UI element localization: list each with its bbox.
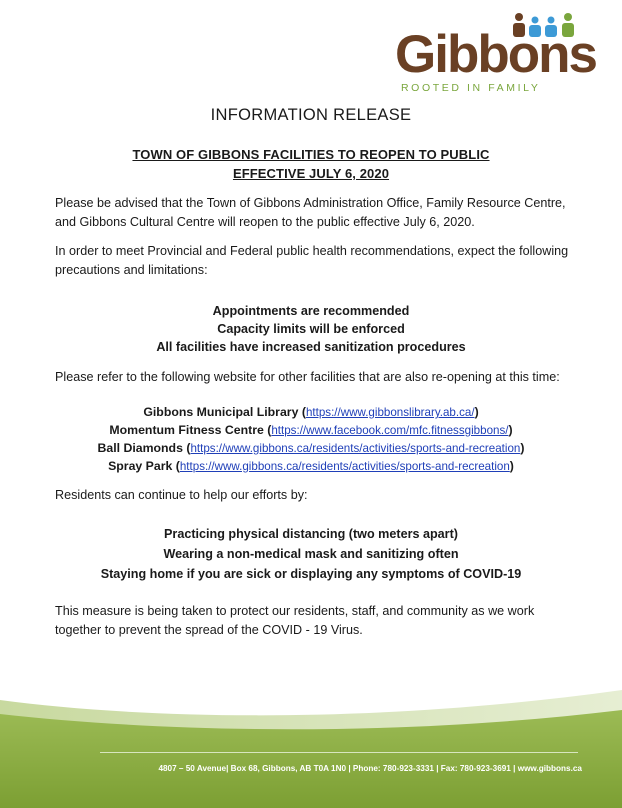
facility-name: Spray Park	[108, 459, 173, 473]
effort-item: Staying home if you are sick or displaying any symptoms of COVID-19	[100, 567, 522, 581]
effort-item: Practicing physical distancing (two meters apart)	[164, 527, 458, 541]
paragraph-reopen: Please be advised that the Town of Gibbons Administration Office, Family Resource Centre, and Gibbons Cultural Centre will reopen to the public effective July 6, 2020.	[55, 196, 566, 229]
facility-link[interactable]: https://www.gibbons.ca/residents/activities/sports-and-recreation	[190, 442, 521, 455]
facility-name: Momentum Fitness Centre	[109, 423, 264, 437]
footer-divider	[100, 752, 578, 753]
release-title: INFORMATION RELEASE	[210, 106, 412, 124]
facility-spray-park: Spray Park (https://www.gibbons.ca/residents/activities/sports-and-recreation)	[108, 459, 514, 473]
facility-name: Gibbons Municipal Library	[143, 405, 299, 419]
paragraph-facilities-intro: Please refer to the following website for other facilities that are also re-opening at this time:	[55, 370, 560, 384]
paragraph-precautions-intro: In order to meet Provincial and Federal public health recommendations, expect the following precautions and limitations:	[55, 244, 569, 277]
facility-fitness-centre: Momentum Fitness Centre (https://www.facebook.com/mfc.fitnessgibbons/)	[109, 423, 513, 437]
precaution-item: All facilities have increased sanitization procedures	[156, 340, 466, 354]
paragraph-closing: This measure is being taken to protect our residents, staff, and community as we work together to prevent the spread of the COVID - 19 Virus.	[55, 604, 535, 637]
footer-wave-banner	[0, 680, 622, 808]
facility-library: Gibbons Municipal Library (https://www.gibbonslibrary.ab.ca/)	[143, 405, 479, 419]
logo-wordmark: Gibbons	[395, 25, 596, 84]
facility-link[interactable]: https://www.gibbonslibrary.ab.ca/	[305, 406, 475, 419]
gibbons-logo	[393, 12, 596, 100]
logo-tagline: ROOTED IN FAMILY	[401, 82, 541, 94]
precaution-item: Capacity limits will be enforced	[217, 322, 405, 336]
effort-item: Wearing a non-medical mask and sanitizing often	[163, 547, 459, 561]
paragraph-efforts-intro: Residents can continue to help our efforts by:	[55, 488, 308, 502]
facility-link[interactable]: https://www.gibbons.ca/residents/activities/sports-and-recreation	[179, 460, 510, 473]
headline-line-1: TOWN OF GIBBONS FACILITIES TO REOPEN TO PUBLIC	[132, 147, 490, 162]
facility-ball-diamonds: Ball Diamonds (https://www.gibbons.ca/residents/activities/sports-and-recreation)	[97, 441, 525, 455]
facility-name: Ball Diamonds	[97, 441, 183, 455]
facility-link[interactable]: https://www.facebook.com/mfc.fitnessgibbons/	[271, 424, 509, 437]
precaution-item: Appointments are recommended	[212, 304, 410, 318]
headline-line-2: EFFECTIVE JULY 6, 2020	[232, 166, 390, 181]
footer-contact: 4807 – 50 Avenue| Box 68, Gibbons, AB T0A 1N0 | Phone: 780-923-3331 | Fax: 780-923-3691 | www.gibbons.ca	[158, 764, 582, 773]
